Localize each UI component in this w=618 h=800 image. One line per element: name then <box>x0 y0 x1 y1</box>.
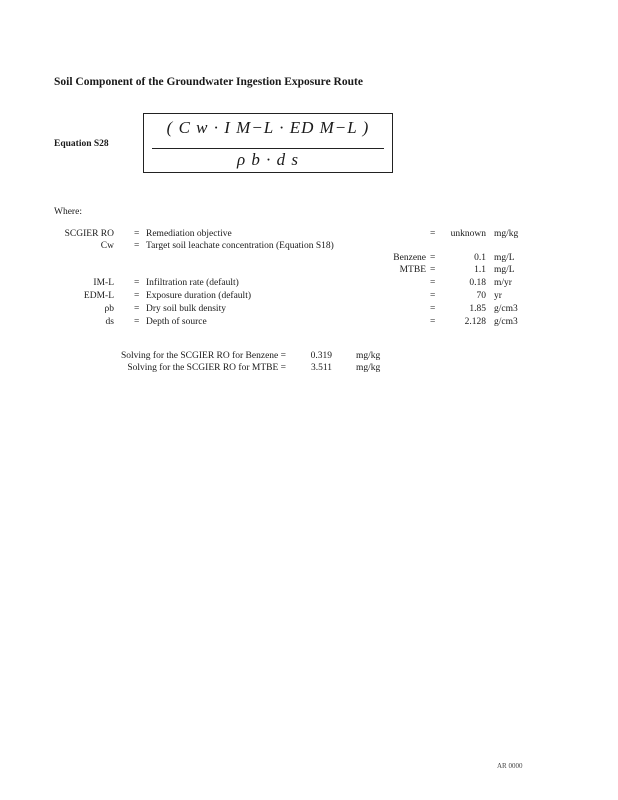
var-equals: = <box>134 241 140 251</box>
equation-box <box>143 113 393 173</box>
var-value: 2.128 <box>464 317 486 327</box>
chemical-label: MTBE <box>399 265 426 275</box>
var-equals-2: = <box>430 304 436 314</box>
equation-label: Equation S28 <box>54 139 109 149</box>
var-description: Infiltration rate (default) <box>146 278 239 288</box>
var-value: 70 <box>476 291 486 301</box>
var-equals-2: = <box>430 253 436 263</box>
page-title: Soil Component of the Groundwater Ingestion Exposure Route <box>54 76 363 88</box>
var-equals-2: = <box>430 229 436 239</box>
page-footer: AR 0000 <box>497 762 523 770</box>
var-description: Exposure duration (default) <box>146 291 251 301</box>
var-value: 0.1 <box>474 253 486 263</box>
var-equals-2: = <box>430 278 436 288</box>
var-description: Dry soil bulk density <box>146 304 226 314</box>
equation-numerator: ( C w · I M−L · ED M−L ) <box>166 118 370 137</box>
var-value: 1.85 <box>469 304 486 314</box>
var-value: unknown <box>450 229 486 239</box>
var-equals: = <box>134 278 140 288</box>
solution-value: 0.319 <box>310 351 332 361</box>
solution-label: Solving for the SCGIER RO for Benzene = <box>121 351 286 361</box>
var-unit: mg/kg <box>494 229 519 239</box>
var-symbol: IM-L <box>93 278 114 288</box>
var-equals: = <box>134 317 140 327</box>
var-equals: = <box>134 291 140 301</box>
var-unit: yr <box>494 291 502 301</box>
var-equals: = <box>134 229 140 239</box>
var-unit: mg/L <box>494 253 515 263</box>
var-symbol: Cw <box>100 241 114 251</box>
solution-value: 3.511 <box>310 363 332 373</box>
var-description: Depth of source <box>146 317 207 327</box>
var-equals-2: = <box>430 317 436 327</box>
fraction-bar <box>152 148 384 149</box>
var-unit: mg/L <box>494 265 515 275</box>
solution-unit: mg/kg <box>356 351 381 361</box>
var-equals-2: = <box>430 291 436 301</box>
solution-label: Solving for the SCGIER RO for MTBE = <box>127 363 286 373</box>
var-equals-2: = <box>430 265 436 275</box>
solution-unit: mg/kg <box>356 363 381 373</box>
var-description: Target soil leachate concentration (Equation S18) <box>146 241 334 251</box>
chemical-label: Benzene <box>393 253 426 263</box>
var-symbol: SCGIER RO <box>64 229 114 239</box>
var-symbol: ρb <box>104 304 114 314</box>
where-label: Where: <box>54 207 82 217</box>
var-equals: = <box>134 304 140 314</box>
var-symbol: EDM-L <box>83 291 114 301</box>
equation-denominator: ρ b · d s <box>236 150 300 169</box>
var-unit: g/cm3 <box>494 304 518 314</box>
var-description: Remediation objective <box>146 229 232 239</box>
var-unit: g/cm3 <box>494 317 518 327</box>
var-symbol: ds <box>105 317 114 327</box>
var-value: 0.18 <box>469 278 486 288</box>
var-value: 1.1 <box>474 265 486 275</box>
var-unit: m/yr <box>494 278 512 288</box>
